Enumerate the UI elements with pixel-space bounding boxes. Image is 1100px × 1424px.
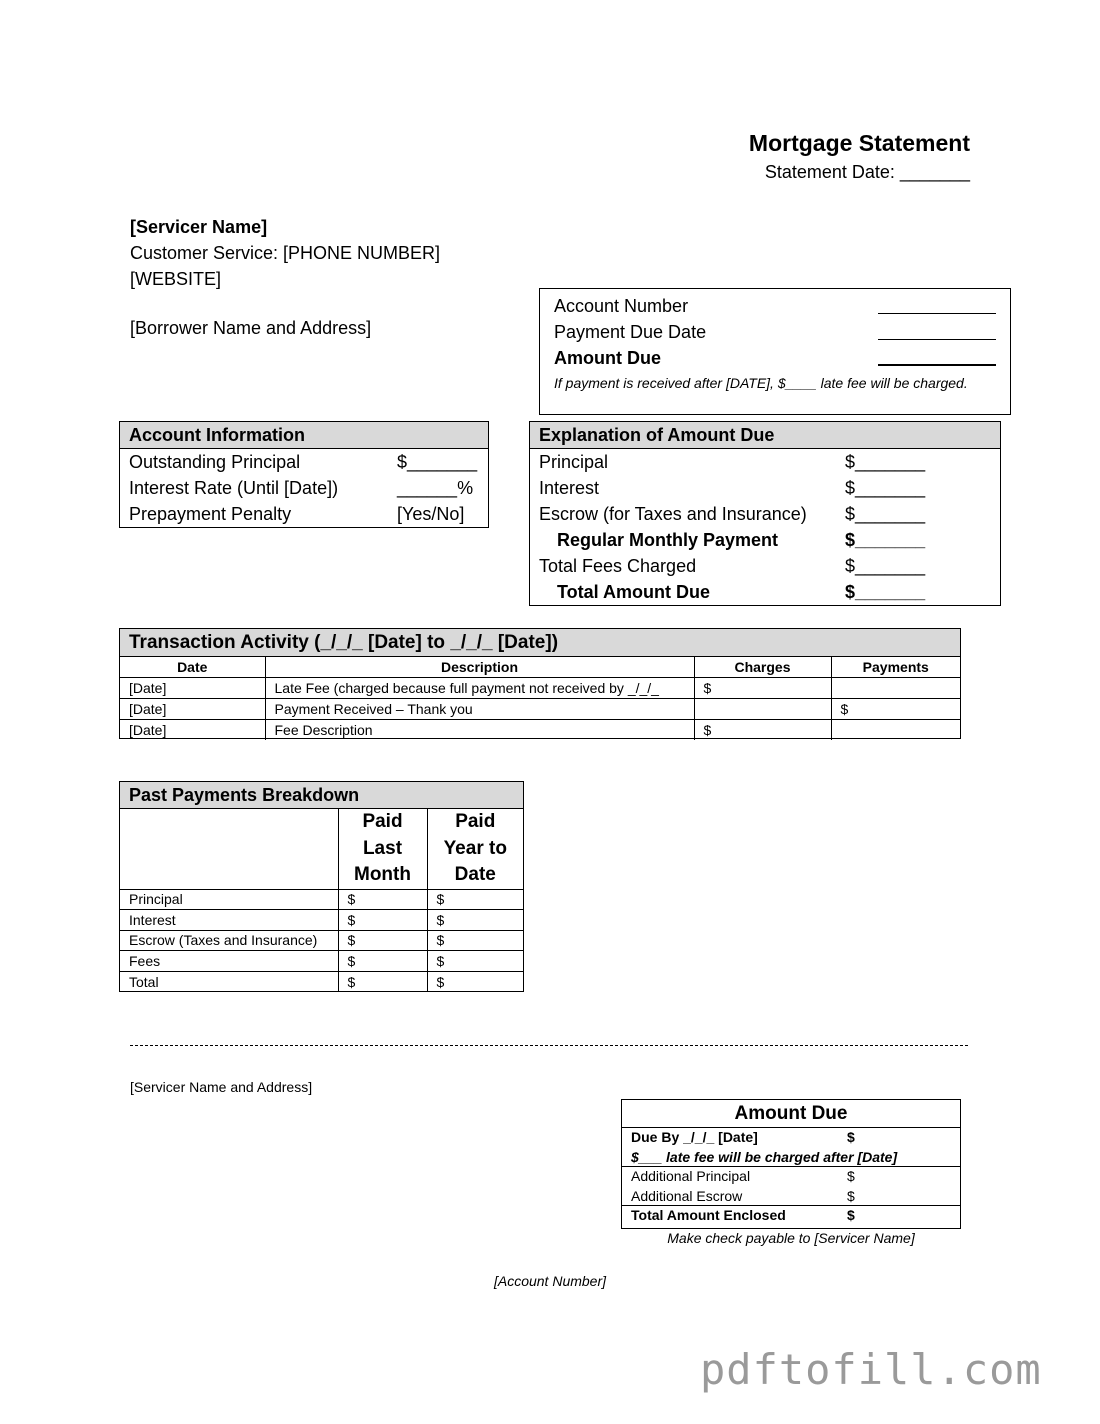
table-row [120,910,523,931]
pp-label: Principal [120,889,338,910]
payment-due-date-field[interactable] [878,322,996,340]
past-payments-box [119,781,524,992]
additional-escrow-value[interactable]: $ [847,1187,855,1204]
tx-payments[interactable] [831,719,960,740]
col-paid-last-month: Paid Last Month [338,809,427,889]
pp-ytd[interactable]: $ [427,951,523,972]
servicer-name-address: [Servicer Name and Address] [130,1079,313,1095]
late-fee-note: If payment is received after [DATE], $____ late fee will be charged. [554,375,968,391]
tx-charges[interactable]: $ [694,719,831,740]
outstanding-principal-row [120,449,488,475]
interest-rate-label: Interest Rate (Until [Date]) [129,478,339,498]
exp-escrow-row [530,501,1000,527]
remittance-account-number: [Account Number] [493,1273,607,1289]
pp-last[interactable]: $ [338,889,427,910]
table-row [120,951,523,972]
due-by-value[interactable]: $ [847,1129,855,1145]
additional-principal-row [622,1167,960,1187]
pp-ytd[interactable]: $ [427,910,523,931]
exp-principal-value[interactable]: $_______ [845,452,926,472]
tx-charges[interactable]: $ [694,678,831,699]
exp-regular-payment-label: Regular Monthly Payment [557,530,779,550]
check-payable-note: Make check payable to [Servicer Name] [667,1230,915,1246]
pp-label: Fees [120,951,338,972]
late-fee-row [622,1148,960,1168]
additional-escrow-label: Additional Escrow [631,1187,743,1204]
pp-last[interactable]: $ [338,971,427,992]
past-payments-header-row [120,809,523,889]
outstanding-principal-label: Outstanding Principal [129,452,301,472]
exp-fees-label: Total Fees Charged [539,556,697,576]
exp-interest-row [530,475,1000,501]
tx-charges[interactable] [694,698,831,719]
statement-date: Statement Date: _______ [764,162,970,182]
exp-fees-row [530,553,1000,579]
explanation-box [529,421,1001,606]
amount-due-row [554,348,996,369]
pp-ytd[interactable]: $ [427,889,523,910]
pp-ytd[interactable]: $ [427,930,523,951]
tx-date[interactable]: [Date] [120,698,265,719]
past-payments-table [120,809,523,992]
transaction-table [120,657,960,740]
pp-label: Total [120,971,338,992]
amount-due-field[interactable] [878,348,996,366]
pp-label: Interest [120,910,338,931]
outstanding-principal-value[interactable]: $_______ [397,452,478,472]
account-number-label: Account Number [554,296,689,316]
account-information-box [119,421,489,528]
exp-total-row [530,579,1000,605]
exp-fees-value[interactable]: $_______ [845,556,926,576]
transaction-activity-title: Transaction Activity (_/_/_ [Date] to _/_/_ [Date]) [120,629,960,657]
additional-principal-label: Additional Principal [631,1168,751,1184]
col-paid-ytd: Paid Year to Date [427,809,523,889]
col-date: Date [120,657,265,678]
pp-last[interactable]: $ [338,930,427,951]
past-payments-title: Past Payments Breakdown [120,782,523,809]
watermark-logo: pdftofill.com [700,1345,1042,1394]
table-row [120,678,960,699]
exp-principal-label: Principal [539,452,609,472]
col-payments: Payments [831,657,960,678]
col-description: Description [265,657,694,678]
tx-payments[interactable]: $ [831,698,960,719]
pp-blank-header [120,809,338,889]
col-charges: Charges [694,657,831,678]
additional-escrow-row [622,1187,960,1207]
table-row [120,971,523,992]
total-enclosed-row [622,1206,960,1226]
remittance-title: Amount Due [622,1100,960,1128]
exp-interest-value[interactable]: $_______ [845,478,926,498]
prepayment-penalty-label: Prepayment Penalty [129,504,292,524]
table-row [120,889,523,910]
tx-payments[interactable] [831,678,960,699]
interest-rate-value[interactable]: ______% [397,478,474,498]
account-summary-box [539,288,1011,415]
table-row [120,930,523,951]
total-enclosed-value[interactable]: $ [847,1207,855,1223]
servicer-block [130,214,440,292]
account-number-field[interactable] [878,296,996,314]
additional-principal-value[interactable]: $ [847,1168,855,1184]
table-row [120,719,960,740]
tx-date[interactable]: [Date] [120,719,265,740]
payment-due-date-row [554,322,996,343]
exp-escrow-value[interactable]: $_______ [845,504,926,524]
exp-escrow-label: Escrow (for Taxes and Insurance) [539,504,807,524]
pp-last[interactable]: $ [338,951,427,972]
tx-description[interactable]: Late Fee (charged because full payment not received by _/_/_ [265,678,694,699]
pp-last[interactable]: $ [338,910,427,931]
servicer-name: [Servicer Name] [130,217,268,237]
exp-principal-row [530,449,1000,475]
exp-total-value[interactable]: $_______ [845,582,926,602]
tx-description[interactable]: Fee Description [265,719,694,740]
pp-label: Escrow (Taxes and Insurance) [120,930,338,951]
servicer-website: [WEBSITE] [130,269,222,289]
amount-due-label: Amount Due [554,348,661,368]
account-number-row [554,296,996,317]
statement-title: Mortgage Statement [748,130,970,156]
transaction-activity-box [119,628,961,739]
exp-interest-label: Interest [539,478,600,498]
due-by-label: Due By _/_/_ [Date] [631,1129,758,1145]
account-information-title: Account Information [120,422,488,449]
late-fee-label: $___ late fee will be charged after [Date] [631,1148,898,1165]
tx-date[interactable]: [Date] [120,678,265,699]
pp-ytd[interactable]: $ [427,971,523,992]
exp-total-label: Total Amount Due [557,582,710,602]
detach-separator [130,1045,968,1046]
prepayment-penalty-value[interactable]: [Yes/No] [397,504,465,524]
remittance-box [621,1099,961,1229]
transaction-header-row [120,657,960,678]
due-by-row [622,1128,960,1148]
exp-regular-payment-row [530,527,1000,553]
tx-description[interactable]: Payment Received – Thank you [265,698,694,719]
customer-service: Customer Service: [PHONE NUMBER] [130,243,441,263]
exp-regular-payment-value[interactable]: $_______ [845,530,926,550]
table-row [120,698,960,719]
interest-rate-row [120,475,488,501]
explanation-title: Explanation of Amount Due [530,422,1000,449]
prepayment-penalty-row [120,501,488,527]
borrower-name-address: [Borrower Name and Address] [130,318,372,338]
payment-due-date-label: Payment Due Date [554,322,707,342]
total-enclosed-label: Total Amount Enclosed [631,1207,786,1223]
